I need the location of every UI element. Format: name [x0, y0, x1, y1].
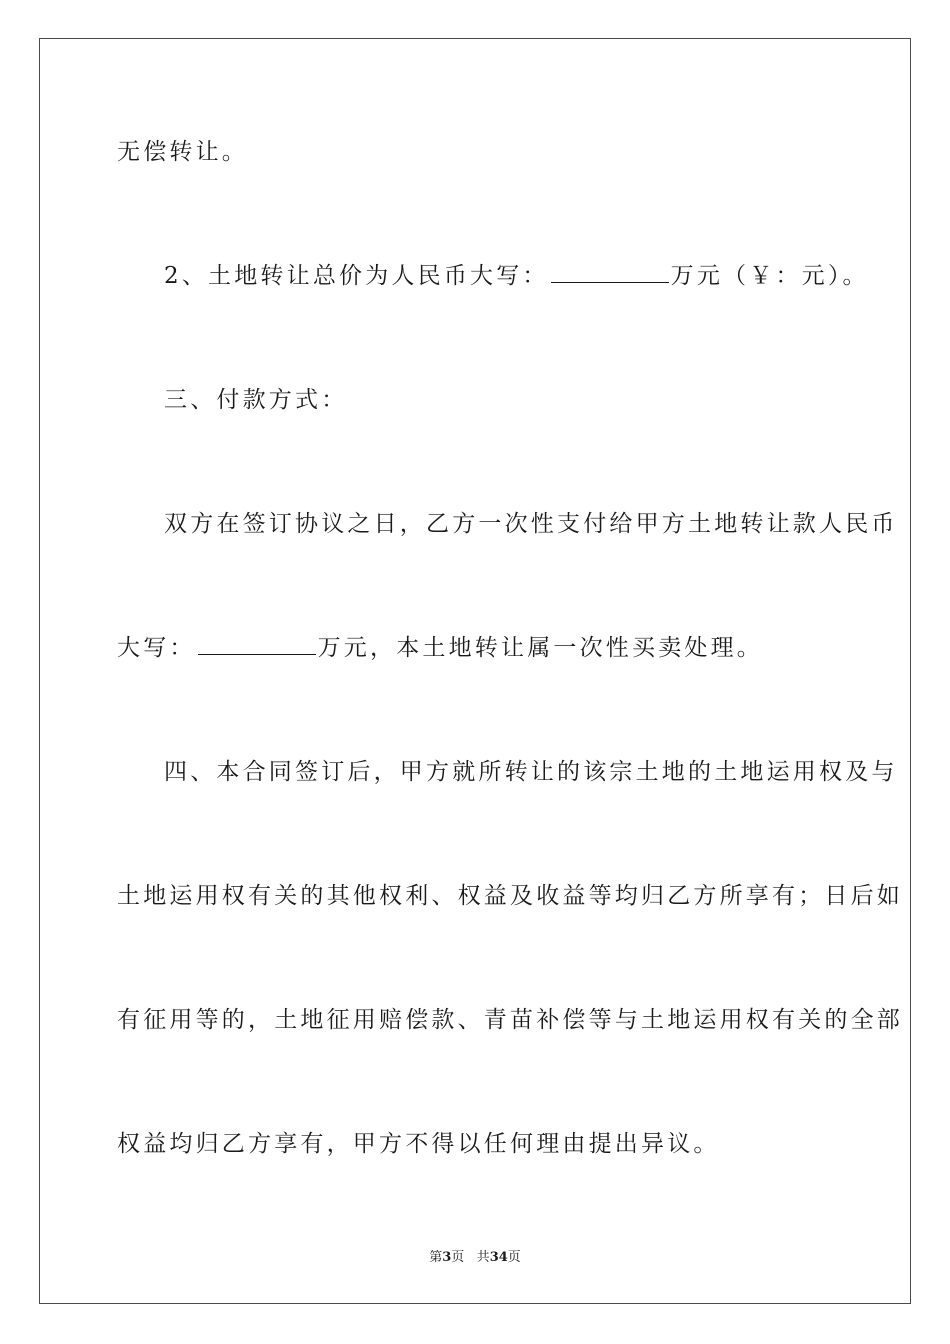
paragraph-line-2 [164, 261, 869, 291]
total-price-blank [551, 262, 669, 283]
footer-page-prefix: 第 [429, 1250, 443, 1265]
page-border [39, 38, 911, 1304]
paragraph-line-6: 四、本合同签订后，甲方就所转让的该宗土地的土地运用权及与 [164, 759, 898, 785]
paragraph-line-1: 无偿转让。 [117, 139, 248, 165]
payment-amount-label: 大写： [117, 635, 196, 661]
page-footer [0, 1250, 950, 1266]
payment-amount-blank [198, 634, 316, 655]
section-heading-payment: 三、付款方式： [164, 387, 348, 413]
paragraph-line-5 [117, 633, 763, 663]
total-price-label: 2、土地转让总价为人民币大写： [164, 263, 549, 289]
paragraph-line-4: 双方在签订协议之日，乙方一次性支付给甲方土地转让款人民币 [164, 511, 898, 537]
footer-page-suffix: 页 [451, 1250, 465, 1265]
footer-page-number: 3 [442, 1250, 452, 1265]
footer-total-pages: 34 [489, 1250, 508, 1265]
paragraph-line-8: 有征用等的，土地征用赔偿款、青苗补偿等与土地运用权有关的全部 [117, 1007, 903, 1033]
paragraph-line-9: 权益均归乙方享有，甲方不得以任何理由提出异议。 [117, 1131, 720, 1157]
footer-total-prefix: 共 [476, 1250, 490, 1265]
total-price-unit: 万元（￥：元）。 [670, 263, 869, 289]
payment-amount-unit: 万元，本土地转让属一次性买卖处理。 [317, 635, 764, 661]
footer-total-suffix: 页 [507, 1250, 521, 1265]
paragraph-line-7: 土地运用权有关的其他权利、权益及收益等均归乙方所享有；日后如 [117, 883, 903, 909]
